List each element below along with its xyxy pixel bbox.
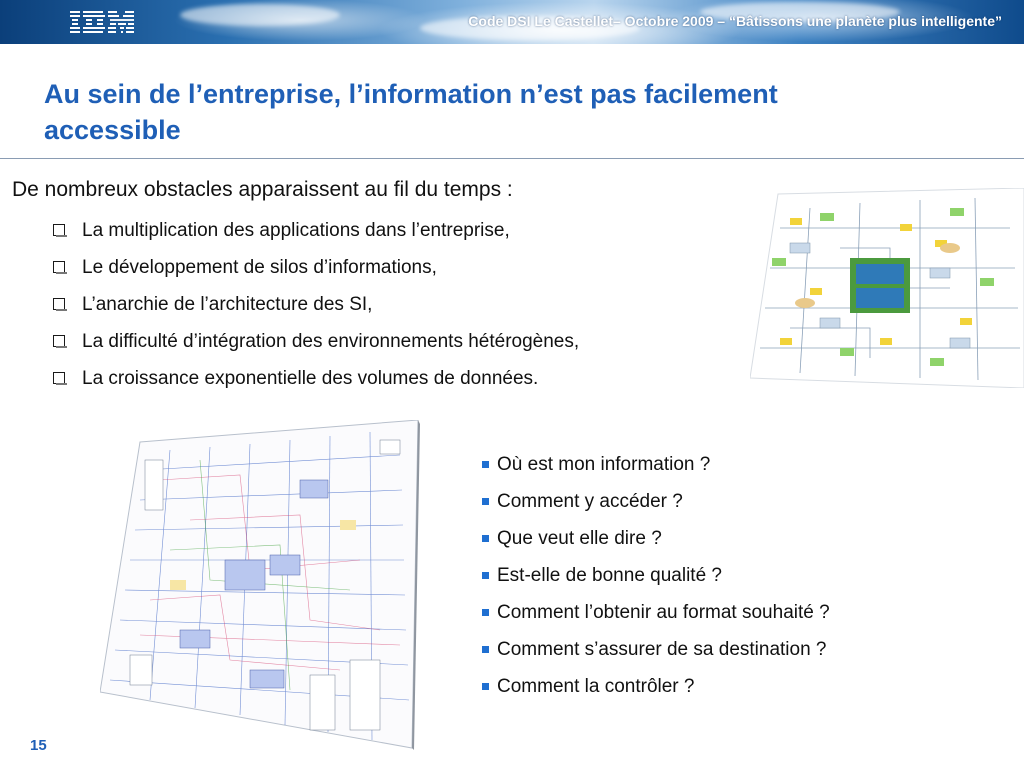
square-bullet-icon: [482, 683, 489, 690]
questions-list: [482, 450, 830, 709]
page-number: 15: [30, 737, 47, 754]
list-item: [52, 290, 579, 327]
list-item: [482, 487, 830, 524]
list-item-text: Comment l’obtenir au format souhaité ?: [497, 602, 830, 623]
list-item-text: La multiplication des applications dans l’entreprise,: [82, 220, 510, 241]
list-item: [482, 524, 830, 561]
square-bullet-icon: [482, 609, 489, 616]
list-item: [52, 216, 579, 253]
event-banner-text: Code DSI Le Castellet– Octobre 2009 – “Bâtissons une planète plus intelligente”: [468, 13, 1002, 29]
list-item-text: Comment s’assurer de sa destination ?: [497, 639, 827, 660]
list-item-text: Est-elle de bonne qualité ?: [497, 565, 722, 586]
list-item: [482, 635, 830, 672]
list-item-text: Comment y accéder ?: [497, 491, 683, 512]
list-item-text: Où est mon information ?: [497, 454, 711, 475]
header-banner: [0, 0, 1024, 44]
title-divider: [0, 158, 1024, 159]
title-line-2: accessible: [44, 115, 181, 145]
list-item: [52, 253, 579, 290]
list-item-text: La croissance exponentielle des volumes de données.: [82, 368, 539, 389]
checkbox-bullet-icon: [53, 298, 65, 310]
list-item-text: L’anarchie de l’architecture des SI,: [82, 294, 373, 315]
square-bullet-icon: [482, 535, 489, 542]
list-item: [482, 598, 830, 635]
list-item: [482, 561, 830, 598]
list-item: [482, 450, 830, 487]
intro-text: De nombreux obstacles apparaissent au fil du temps :: [12, 178, 513, 201]
square-bullet-icon: [482, 498, 489, 505]
list-item: [482, 672, 830, 709]
checkbox-bullet-icon: [53, 224, 65, 236]
list-item: [52, 327, 579, 364]
architecture-diagram-image: [750, 188, 1024, 388]
title-line-1: Au sein de l’entreprise, l’information n’est pas facilement: [44, 79, 778, 109]
checkbox-bullet-icon: [53, 261, 65, 273]
checkbox-bullet-icon: [53, 372, 65, 384]
square-bullet-icon: [482, 572, 489, 579]
complex-systems-diagram-image: [100, 420, 420, 750]
list-item-text: Le développement de silos d’informations,: [82, 257, 437, 278]
square-bullet-icon: [482, 646, 489, 653]
obstacles-list: [52, 216, 579, 401]
list-item-text: La difficulté d’intégration des environnements hétérogènes,: [82, 331, 580, 352]
square-bullet-icon: [482, 461, 489, 468]
cloud-decoration: [180, 4, 340, 26]
checkbox-bullet-icon: [53, 335, 65, 347]
list-item-text: Comment la contrôler ?: [497, 676, 695, 697]
ibm-logo: [70, 9, 134, 35]
list-item-text: Que veut elle dire ?: [497, 528, 662, 549]
list-item: [52, 364, 579, 401]
slide-title: [44, 76, 944, 148]
